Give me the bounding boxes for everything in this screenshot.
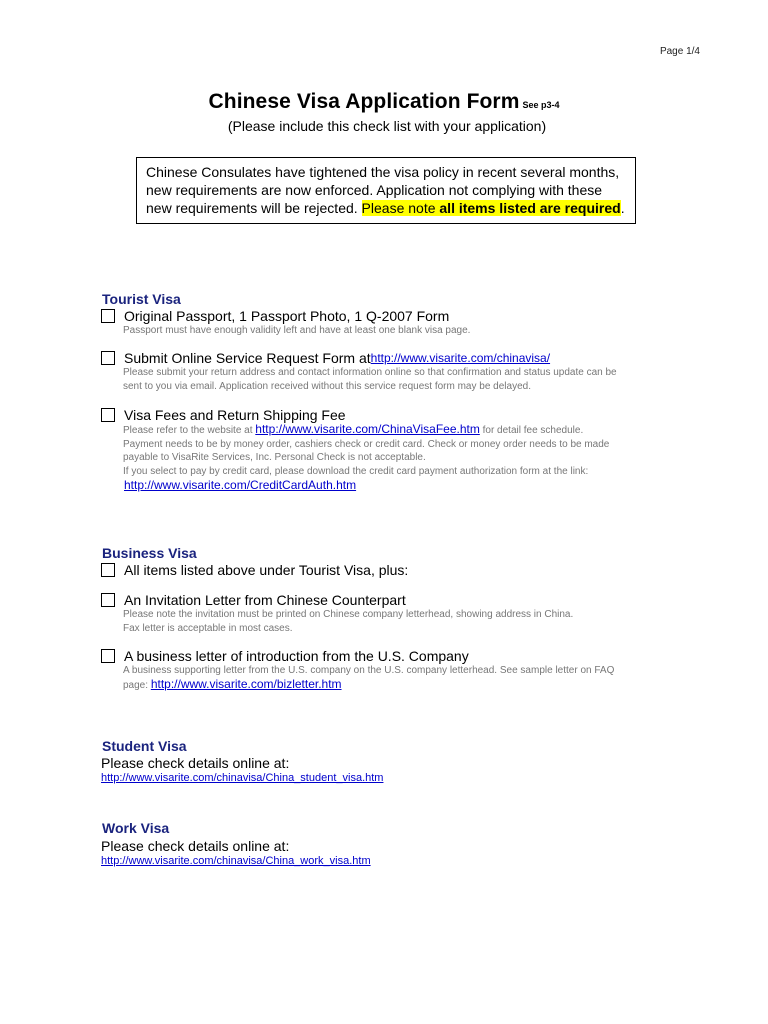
tourist-visa-heading: Tourist Visa bbox=[102, 291, 181, 307]
subtitle-post: with your application) bbox=[410, 118, 547, 134]
item-label: Submit Online Service Request Form at bbox=[124, 350, 371, 366]
item-note-2: Fax letter is acceptable in most cases. bbox=[123, 622, 293, 634]
notice-line-1: Chinese Consulates have tightened the visa policy in recent several months, bbox=[146, 164, 620, 180]
notice-highlight-bold: all items listed are required bbox=[439, 200, 621, 216]
item-label: Visa Fees and Return Shipping Fee bbox=[124, 407, 346, 423]
item-note-3: payable to VisaRite Services, Inc. Personal Check is not acceptable. bbox=[123, 452, 426, 463]
work-visa-heading: Work Visa bbox=[102, 820, 170, 836]
student-visa-text: Please check details online at: bbox=[101, 755, 290, 771]
item-note-5 bbox=[124, 479, 609, 494]
credit-card-auth-link[interactable]: http://www.visarite.com/CreditCardAuth.htm bbox=[124, 478, 357, 492]
work-visa-link[interactable]: http://www.visarite.com/chinavisa/China_work_visa.htm bbox=[101, 855, 371, 867]
notice-line-3-post: . bbox=[620, 200, 625, 216]
item-note-2 bbox=[123, 678, 614, 693]
work-visa-text: Please check details online at: bbox=[101, 838, 290, 854]
note-text: page: bbox=[123, 679, 151, 691]
item-note-1: Please submit your return address and contact information online so that confirmation and status update can be bbox=[123, 367, 617, 378]
item-note-4: If you select to pay by credit card, please download the credit card payment authorization form at the link: bbox=[123, 465, 589, 477]
item-note-2: Payment needs to be by money order, cashiers check or credit card. Check or money order needs to be made bbox=[123, 438, 610, 450]
checkbox[interactable] bbox=[101, 593, 115, 607]
item-note-1 bbox=[123, 423, 609, 438]
item-note-2: sent to you via email. Application received without this service request form may be delayed. bbox=[123, 380, 531, 392]
student-visa-heading: Student Visa bbox=[102, 738, 187, 754]
note-text: Please refer to the website at bbox=[123, 425, 256, 436]
business-visa-heading: Business Visa bbox=[102, 545, 197, 561]
item-label: A business letter of introduction from the U.S. Company bbox=[124, 648, 469, 664]
page-title bbox=[0, 90, 768, 114]
service-request-link[interactable]: http://www.visarite.com/chinavisa/ bbox=[370, 351, 551, 365]
checkbox[interactable] bbox=[101, 649, 115, 663]
page-number: Page 1/4 bbox=[659, 46, 700, 57]
item-label: All items listed above under Tourist Visa, plus: bbox=[124, 562, 409, 578]
note-text-post: for detail fee schedule. bbox=[479, 425, 584, 436]
item-note-1: A business supporting letter from the U.S. company on the U.S. company letterhead. See sample letter on FAQ bbox=[123, 665, 615, 676]
checkbox[interactable] bbox=[101, 309, 115, 323]
checkbox[interactable] bbox=[101, 351, 115, 365]
title-note: See p3-4 bbox=[522, 100, 560, 110]
notice-highlight bbox=[362, 200, 621, 216]
item-label: Original Passport, 1 Passport Photo, 1 Q-2007 Form bbox=[124, 308, 450, 324]
business-item-invitation bbox=[101, 592, 573, 635]
subtitle-bold: check list bbox=[353, 118, 411, 134]
business-item-tourist-items bbox=[101, 562, 408, 578]
bizletter-link[interactable]: http://www.visarite.com/bizletter.htm bbox=[150, 676, 342, 691]
tourist-item-service-request bbox=[101, 350, 617, 393]
subtitle bbox=[0, 118, 768, 134]
student-visa-link[interactable]: http://www.visarite.com/chinavisa/China_student_visa.htm bbox=[101, 772, 384, 784]
notice-line-3-pre: new requirements will be rejected. bbox=[146, 200, 362, 216]
title-text: Chinese Visa Application Form bbox=[208, 90, 520, 113]
notice-line-2: new requirements are now enforced. Application not complying with these bbox=[146, 182, 603, 198]
item-note-1: Please note the invitation must be printed on Chinese company letterhead, showing address in China. bbox=[123, 609, 574, 620]
fee-schedule-link[interactable]: http://www.visarite.com/ChinaVisaFee.htm bbox=[255, 422, 480, 436]
subtitle-pre: (Please include this bbox=[227, 118, 354, 134]
item-note: Passport must have enough validity left and have at least one blank visa page. bbox=[123, 325, 471, 336]
notice-line-3 bbox=[146, 199, 635, 217]
checkbox[interactable] bbox=[101, 563, 115, 577]
tourist-item-passport bbox=[101, 308, 470, 338]
item-label: An Invitation Letter from Chinese Counterpart bbox=[124, 592, 406, 608]
business-item-letter bbox=[101, 648, 614, 692]
checkbox[interactable] bbox=[101, 408, 115, 422]
notice-box bbox=[136, 157, 636, 224]
tourist-item-fees bbox=[101, 407, 609, 494]
notice-highlight-text: Please note bbox=[361, 200, 440, 216]
